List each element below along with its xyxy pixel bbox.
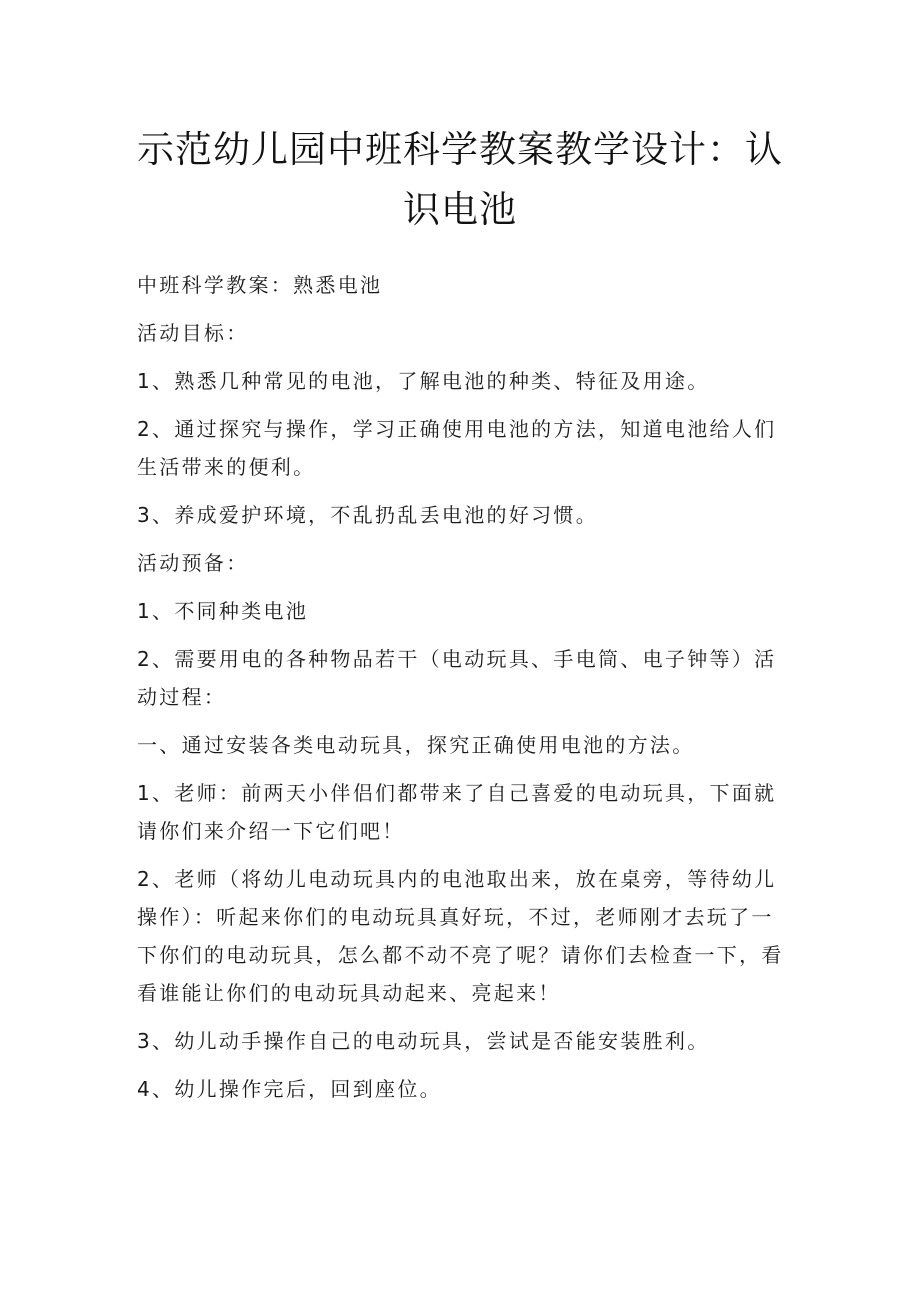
paragraph-goal-2: 2、通过探究与操作，学习正确使用电池的方法，知道电池给人们生活带来的便利。 bbox=[137, 417, 777, 479]
paragraph-goal-3: 3、养成爱护环境，不乱扔乱丢电池的好习惯。 bbox=[137, 503, 599, 527]
paragraph-goal-1: 1、熟悉几种常见的电池，了解电池的种类、特征及用途。 bbox=[137, 369, 710, 393]
paragraph-step-2: 2、老师（将幼儿电动玩具内的电池取出来，放在桌旁，等待幼儿操作）：听起来你们的电动玩具真好玩，不过，老师刚才去玩了一下你们的电动玩具，怎么都不动不亮了呢？请你们去检查一下，看看谁能让你们的电动玩具动起来、亮起来！ bbox=[137, 867, 784, 1005]
paragraph-subtitle: 中班科学教案：熟悉电池 bbox=[137, 273, 383, 297]
paragraph-prep-heading: 活动预备： bbox=[137, 551, 249, 575]
paragraph-process-1-heading: 一、通过安装各类电动玩具，探究正确使用电池的方法。 bbox=[137, 733, 695, 757]
document-title: 示范幼儿园中班科学教案教学设计：认识电池 bbox=[137, 128, 783, 231]
paragraph-step-4: 4、幼儿操作完后，回到座位。 bbox=[137, 1077, 442, 1101]
paragraph-prep-1: 1、不同种类电池 bbox=[137, 599, 309, 623]
paragraph-prep-2: 2、需要用电的各种物品若干（电动玩具、手电筒、电子钟等）活动过程： bbox=[137, 647, 777, 709]
document-body bbox=[137, 266, 787, 1118]
paragraph-goals-heading: 活动目标： bbox=[137, 321, 249, 345]
paragraph-step-3: 3、幼儿动手操作自己的电动玩具，尝试是否能安装胜利。 bbox=[137, 1029, 710, 1053]
paragraph-step-1: 1、老师：前两天小伴侣们都带来了自己喜爱的电动玩具，下面就请你们来介绍一下它们吧！ bbox=[137, 781, 777, 843]
